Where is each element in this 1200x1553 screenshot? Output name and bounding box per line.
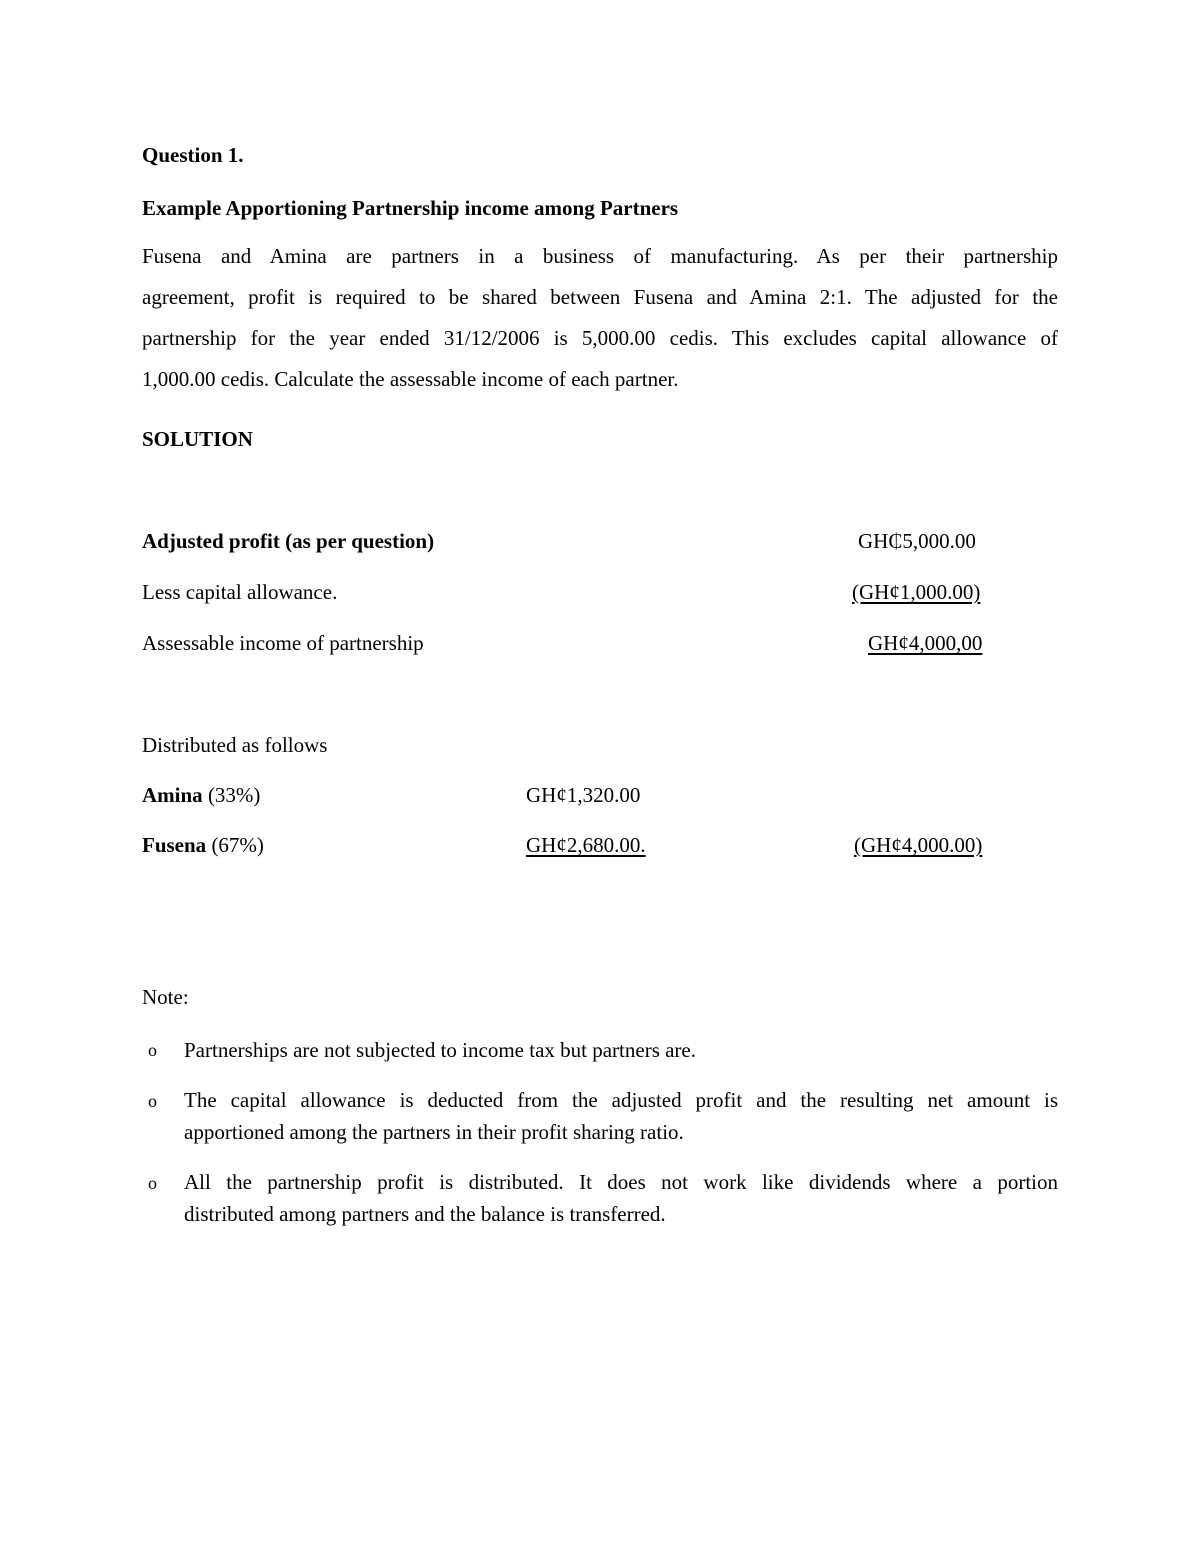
capital-allowance-label: Less capital allowance. — [142, 580, 338, 604]
note-label: Note: — [142, 985, 189, 1009]
note-item — [184, 1084, 1058, 1148]
amina-row-label — [142, 785, 260, 806]
solution-label: SOLUTION — [142, 427, 253, 451]
note-line: Partnerships are not subjected to income tax but partners are. — [184, 1038, 696, 1062]
assessable-income-label: Assessable income of partnership — [142, 631, 424, 655]
intro-line: agreement, profit is required to be shared between Fusena and Amina 2:1. The adjusted for the — [142, 285, 1058, 309]
capital-allowance-value: (GH¢1,000.00) — [852, 580, 981, 604]
intro-line: partnership for the year ended 31/12/2006 is 5,000.00 cedis. This excludes capital allowance of — [142, 326, 1058, 350]
adjusted-profit-label: Adjusted profit (as per question) — [142, 529, 435, 553]
fusena-row-label — [142, 835, 264, 856]
fusena-name: Fusena — [142, 833, 207, 857]
note-item — [184, 1034, 1058, 1066]
question-heading: Question 1. — [142, 143, 244, 167]
intro-line: 1,000.00 cedis. Calculate the assessable income of each partner. — [142, 367, 679, 391]
note-line: The capital allowance is deducted from the adjusted profit and the resulting net amount is — [184, 1088, 1058, 1112]
assessable-income-value: GH¢4,000,00 — [868, 631, 983, 655]
amina-share: (33%) — [207, 783, 261, 807]
amina-name: Amina — [142, 783, 203, 807]
bullet-icon: o — [148, 1091, 157, 1111]
note-item — [184, 1166, 1058, 1230]
distributed-label: Distributed as follows — [142, 733, 328, 757]
bullet-icon: o — [148, 1173, 157, 1193]
bullet-icon: o — [148, 1040, 157, 1060]
intro-line: Fusena and Amina are partners in a business of manufacturing. As per their partnership — [142, 244, 1058, 268]
distribution-total: (GH¢4,000.00) — [854, 833, 983, 857]
amina-value: GH¢1,320.00 — [526, 783, 641, 807]
fusena-value: GH¢2,680.00. — [526, 833, 646, 857]
adjusted-profit-value: GH₵5,000.00 — [858, 529, 976, 553]
intro-paragraph — [142, 236, 1058, 400]
note-line: distributed among partners and the balance is transferred. — [184, 1202, 666, 1226]
fusena-share: (67%) — [211, 833, 264, 857]
example-title: Example Apportioning Partnership income among Partners — [142, 196, 679, 220]
note-line: apportioned among the partners in their profit sharing ratio. — [184, 1120, 684, 1144]
note-line: All the partnership profit is distributed. It does not work like dividends where a portion — [184, 1170, 1058, 1194]
